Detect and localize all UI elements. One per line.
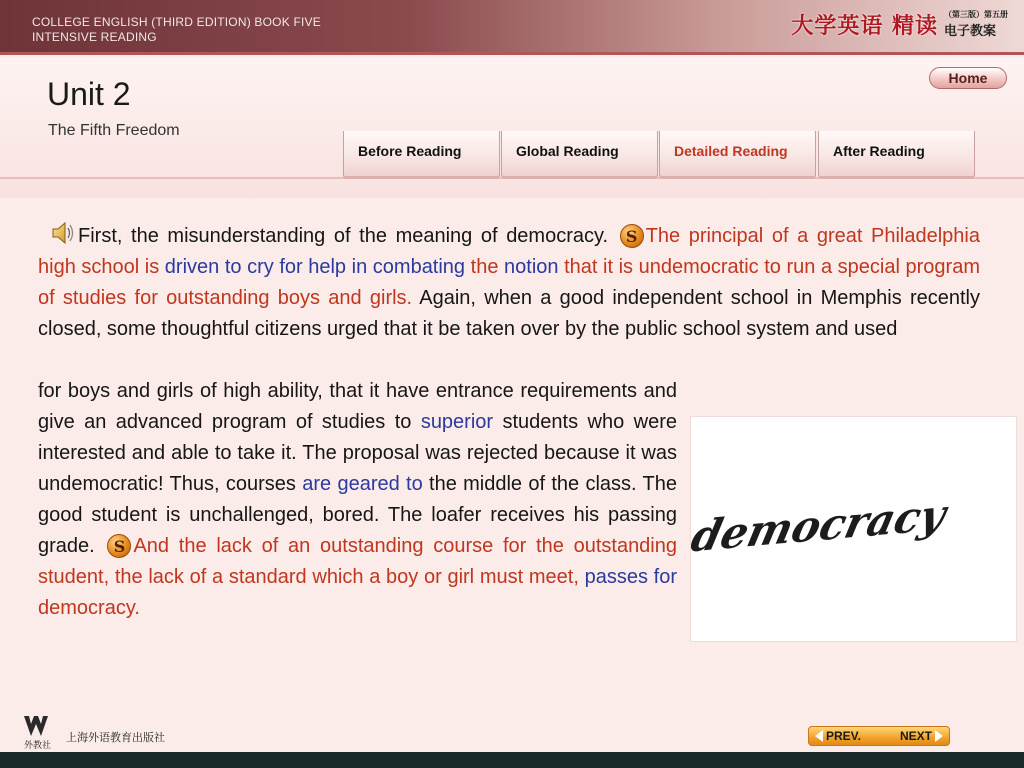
word-notion[interactable]: notion xyxy=(504,256,559,278)
passage-sentence-4a: for boys and girls of high ability, that it have entrance requirements and give an advanced program of studies to xyxy=(38,380,677,433)
next-arrow-icon xyxy=(935,730,943,742)
cn-brand-logo xyxy=(791,6,1008,42)
cn-brand-sub: 电子教案 xyxy=(944,24,997,39)
speaker-icon[interactable] xyxy=(50,220,76,246)
next-button[interactable] xyxy=(900,729,943,743)
democracy-word: democracy xyxy=(691,490,951,563)
bottom-bar xyxy=(0,752,1024,768)
passage-upper xyxy=(38,220,980,345)
passage-lower xyxy=(38,376,677,624)
passage-sentence-5a: And the lack of an outstanding course for the outstanding student, the lack of a standard which a boy or girl must meet, xyxy=(38,535,677,588)
passage-sentence-2g: that it is undemocratic to run a special program of studies for outstanding boys and girls. xyxy=(38,256,980,309)
prev-arrow-icon xyxy=(815,730,823,742)
book-title xyxy=(32,15,321,45)
publisher-logo-icon xyxy=(22,714,62,752)
democracy-wordart xyxy=(691,417,1018,643)
home-button[interactable]: Home xyxy=(929,67,1007,89)
publisher-mark: 外教社 xyxy=(24,741,52,751)
unit-subtitle: The Fifth Freedom xyxy=(48,122,180,139)
tab-global-reading[interactable]: Global Reading xyxy=(501,131,658,179)
sentence-s-icon[interactable]: S xyxy=(620,224,644,248)
phrase-driven-to-cry[interactable]: driven to cry for help in xyxy=(164,256,368,278)
tab-detailed-reading[interactable]: Detailed Reading xyxy=(659,131,816,179)
cn-brand-edition: （第三版）第五册 xyxy=(944,10,1008,19)
prev-button[interactable] xyxy=(815,729,861,743)
next-label: NEXT xyxy=(899,729,932,743)
tab-before-reading[interactable]: Before Reading xyxy=(343,131,500,179)
passage-sentence-2e: the xyxy=(465,256,505,278)
democracy-image xyxy=(690,416,1017,642)
phrase-passes-for[interactable]: passes for xyxy=(584,566,678,588)
passage-sentence-4c: students who were interested and able to take it. The proposal was rejected because it was undemocratic! Thus, courses xyxy=(38,411,677,495)
tab-after-reading[interactable]: After Reading xyxy=(818,131,975,179)
publisher-name: 上海外语教育出版社 xyxy=(66,731,165,744)
cn-brand-title: 大学英语 精读 xyxy=(791,13,938,39)
book-title-line1: COLLEGE ENGLISH (THIRD EDITION) BOOK FIVE xyxy=(32,15,321,29)
unit-title: Unit 2 xyxy=(47,76,131,112)
passage-sentence-5c: democracy. xyxy=(38,597,140,619)
passage-sentence-3: Again, when a good independent school in Memphis recently closed, some thoughtful citizens urged that it be taken over by the public school system and used xyxy=(38,287,980,340)
word-superior[interactable]: superior xyxy=(420,411,494,433)
passage-sentence-4e: the middle of the class. The good student is unchallenged, bored. The loafer receives his passing grade. xyxy=(38,473,677,557)
phrase-are-geared-to[interactable]: are geared to xyxy=(302,473,423,495)
passage-sentence-1: First, the misunderstanding of the meaning of democracy. xyxy=(78,225,609,247)
top-banner xyxy=(0,0,1024,55)
book-title-line2: INTENSIVE READING xyxy=(32,30,157,44)
nav-buttons xyxy=(808,726,950,746)
passage-sentence-2a: The principal of a great Philadelphia high school is xyxy=(38,225,980,278)
word-combating[interactable]: combating xyxy=(372,256,466,278)
prev-label: PREV. xyxy=(826,729,861,743)
sentence-s-icon-2[interactable]: S xyxy=(107,534,131,558)
